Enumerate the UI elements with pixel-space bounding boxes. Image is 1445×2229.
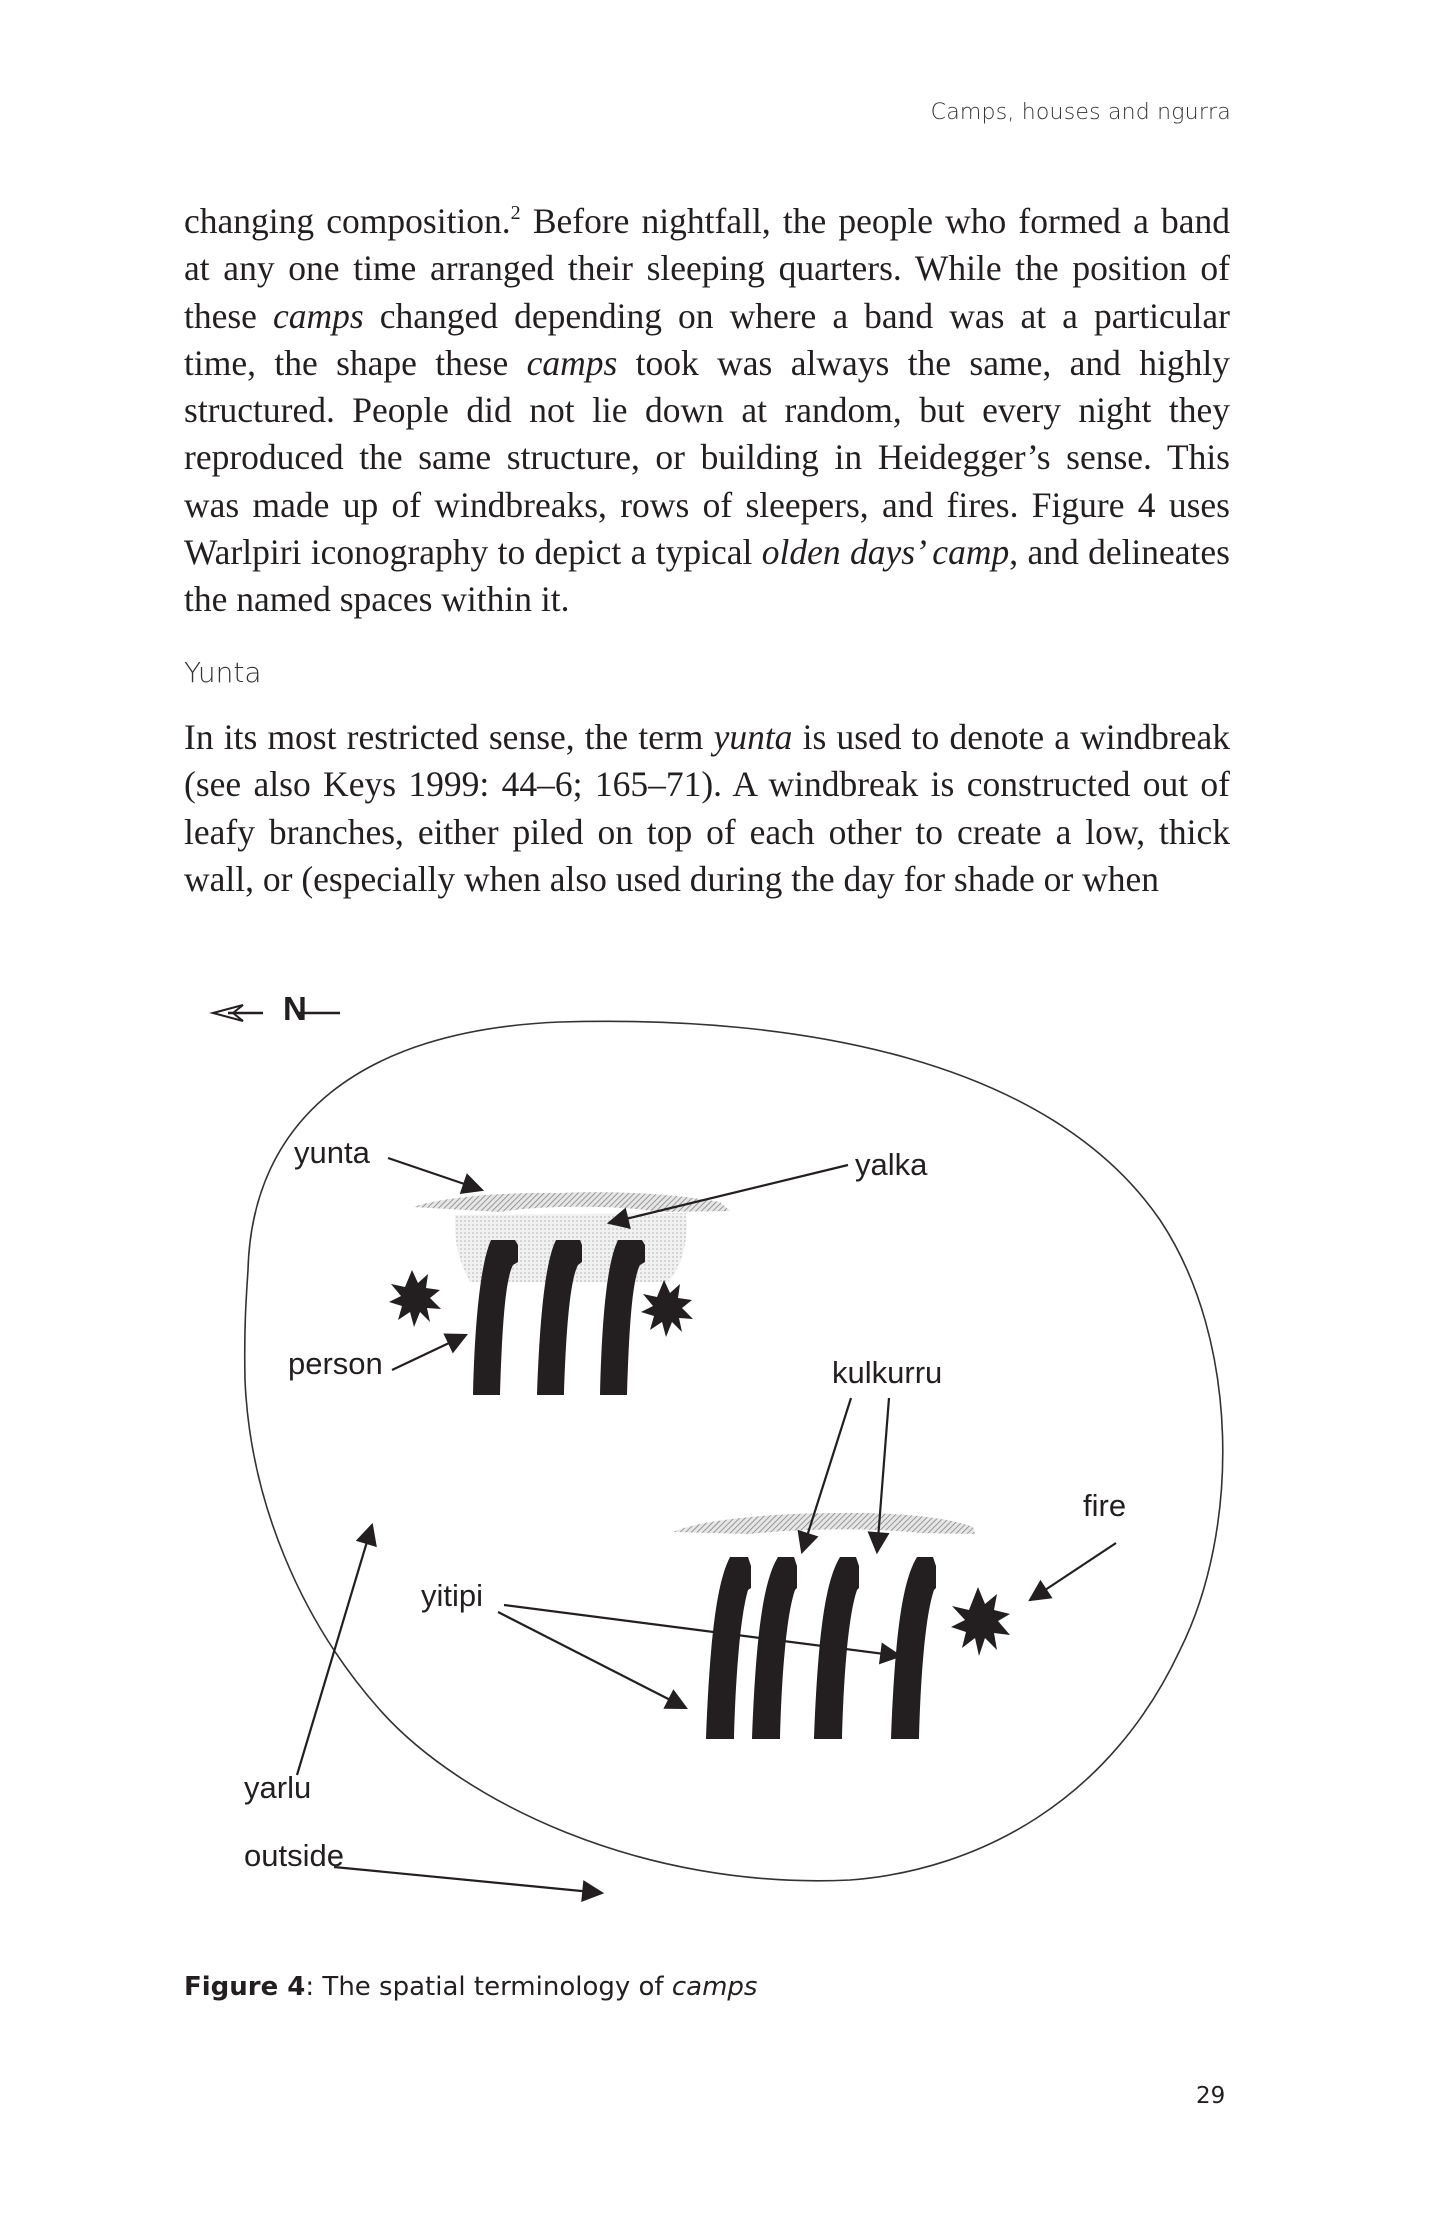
page-number: 29 — [1196, 2083, 1226, 2109]
text-span: In its most restricted sense, the term — [184, 717, 714, 757]
north-arrow-icon — [213, 1005, 340, 1021]
caption-text: : The spatial terminology of — [305, 1972, 672, 2002]
camp-boundary — [245, 1021, 1223, 1880]
caption-label: Figure 4 — [184, 1972, 306, 2002]
caption-italic: camps — [671, 1972, 758, 2002]
italic-term: camps — [273, 295, 364, 336]
text-span: took was always the same, and highly structured. People did not lie down at random, but every night they reproduced the same structure, or building in Heidegger’s sense. This was made up of windbreaks, rows of sleepers, and fires. Figure 4 uses Warlpiri iconography to depict a typical — [184, 342, 1230, 573]
windbreak-upper — [413, 1192, 730, 1212]
label-yarlu: yarlu — [244, 1770, 312, 1805]
windbreak-lower — [673, 1513, 975, 1534]
text-span: is used to denote a windbreak (see also Keys 1999: 44–6; 165–71). A windbreak is constructed out of leafy branches, either piled on top of each other to create a low, thick wall, or (especially when also used during the day for shade or when — [184, 717, 1230, 899]
person-icons-lower-row — [706, 1557, 936, 1739]
italic-term: yunta — [713, 717, 793, 757]
label-kulkurru: kulkurru — [832, 1355, 943, 1390]
label-yitipi: yitipi — [421, 1578, 484, 1613]
label-yalka: yalka — [855, 1147, 928, 1182]
fire-icon — [641, 1280, 693, 1337]
italic-term: olden days’ camp — [761, 532, 1010, 573]
running-head: Camps, houses and ngurra — [930, 100, 1231, 125]
fire-icon — [389, 1270, 441, 1327]
text-span: changed depending on where a band was at a particular time, the shape these — [184, 295, 1230, 383]
fire-icon — [951, 1587, 1010, 1656]
text-span: , and delineates the named spaces within it. — [184, 532, 1230, 620]
label-yunta: yunta — [294, 1135, 370, 1170]
section-heading: Yunta — [184, 656, 262, 689]
label-fire: fire — [1083, 1488, 1127, 1523]
text-span: changing composition. — [184, 201, 511, 241]
text-span: Before nightfall, the people who formed a band at any one time arranged their sleeping quarters. While the position of these — [184, 201, 1230, 336]
label-person: person — [288, 1346, 383, 1381]
footnote-ref[interactable]: 2 — [510, 202, 521, 224]
person-icons-upper-row — [473, 1240, 645, 1395]
figure-caption — [184, 1972, 757, 2002]
italic-term: camps — [526, 342, 618, 383]
label-outside: outside — [244, 1838, 344, 1873]
north-label: N — [283, 990, 307, 1027]
